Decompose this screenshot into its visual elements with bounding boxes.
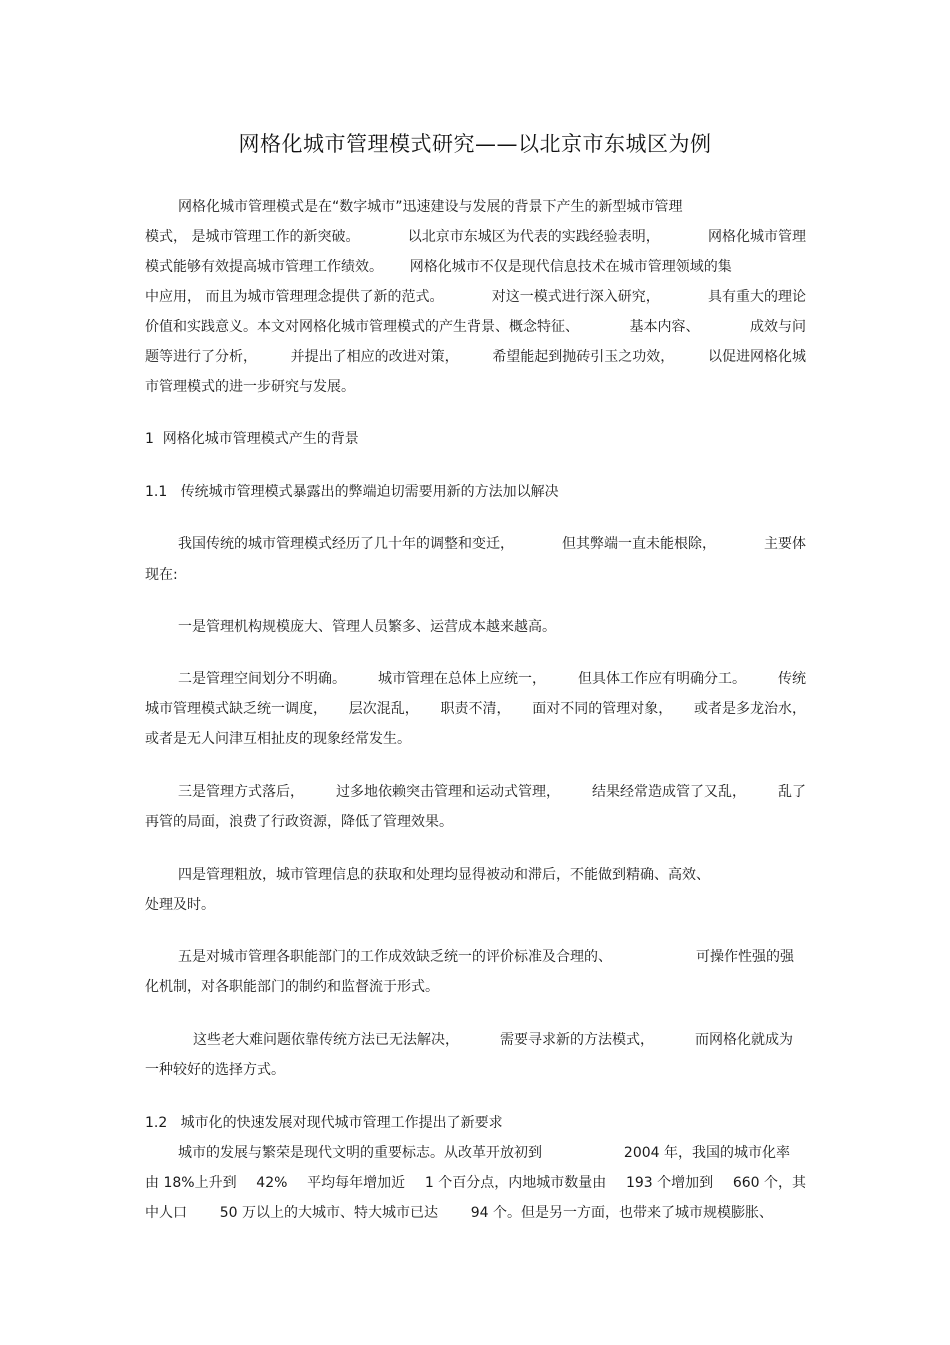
paragraph-7-line-2: 一种较好的选择方式。 bbox=[145, 1062, 285, 1078]
text-segment: 42% bbox=[256, 1175, 288, 1191]
text-segment: 1 个百分点，内地城市数量由 bbox=[424, 1175, 607, 1191]
text-segment: 城市的发展与繁荣是现代文明的重要标志。从改革开放初到 bbox=[178, 1145, 542, 1161]
abstract-line-1: 网格化城市管理模式是在“数字城市”迅速建设与发展的背景下产生的新型城市管理 bbox=[178, 199, 683, 215]
text-segment: 50 万以上的大城市、特大城市已达 bbox=[219, 1205, 438, 1221]
text-segment: 五是对城市管理各职能部门的工作成效缺乏统一的评价标准及合理的、 bbox=[178, 949, 612, 965]
text-segment: 2004 年，我国的城市化率 bbox=[623, 1145, 790, 1161]
section-heading-1-2: 1.2 城市化的快速发展对现代城市管理工作提出了新要求 bbox=[145, 1115, 503, 1131]
text-segment: 职责不清， bbox=[440, 701, 511, 717]
text-segment: 由 18%上升到 bbox=[145, 1175, 237, 1191]
paragraph-6-line-2: 化机制，对各职能部门的制约和监督流于形式。 bbox=[145, 979, 439, 995]
abstract-line-3: 模式能够有效提高城市管理工作绩效。 网格化城市不仅是现代信息技术在城市管理领域的集 bbox=[145, 259, 732, 275]
paragraph-7-line-1 bbox=[193, 1031, 793, 1049]
text-segment: 我国传统的城市管理模式经历了几十年的调整和变迁， bbox=[178, 536, 514, 552]
text-segment: 层次混乱， bbox=[348, 701, 419, 717]
paragraph-4-line-1 bbox=[178, 783, 806, 801]
text-segment: 城市管理模式缺乏统一调度， bbox=[145, 701, 327, 717]
text-segment: 价值和实践意义。本文对网格化城市管理模式的产生背景、概念特征、 bbox=[145, 319, 579, 335]
text-segment: 主要体 bbox=[764, 536, 806, 552]
abstract-line-7: 市管理模式的进一步研究与发展。 bbox=[145, 379, 355, 395]
text-segment: 模式， 是城市管理工作的新突破。 bbox=[145, 229, 360, 245]
text-segment: 但具体工作应有明确分工。 bbox=[578, 671, 746, 687]
abstract-line-6 bbox=[145, 348, 806, 366]
section-heading-1-1: 1.1 传统城市管理模式暴露出的弊端迫切需要用新的方法加以解决 bbox=[145, 484, 559, 500]
text-segment: 三是管理方式落后， bbox=[178, 784, 304, 800]
text-segment: 对这一模式进行深入研究， bbox=[491, 289, 660, 305]
text-segment: 以促进网格化城 bbox=[707, 349, 806, 365]
abstract-line-4 bbox=[145, 288, 806, 306]
text-segment: 二是管理空间划分不明确。 bbox=[178, 671, 346, 687]
text-segment: 城市管理在总体上应统一， bbox=[378, 671, 546, 687]
document-title: 网格化城市管理模式研究——以北京市东城区为例 bbox=[238, 132, 712, 156]
paragraph-8-line-2 bbox=[145, 1174, 806, 1192]
text-segment: 660 个，其 bbox=[732, 1175, 806, 1191]
paragraph-3-line-3: 或者是无人问津互相扯皮的现象经常发生。 bbox=[145, 731, 411, 747]
text-segment: 94 个。但是另一方面，也带来了城市规模膨胀、 bbox=[470, 1205, 773, 1221]
text-segment: 中应用， 而且为城市管理理念提供了新的范式。 bbox=[145, 289, 444, 305]
abstract-line-2 bbox=[145, 228, 806, 246]
paragraph-5-line-2: 处理及时。 bbox=[145, 897, 215, 913]
paragraph-6-line-1 bbox=[178, 948, 794, 966]
paragraph-4-line-2: 再管的局面，浪费了行政资源，降低了管理效果。 bbox=[145, 814, 453, 830]
paragraph-1-line-1 bbox=[178, 535, 806, 553]
text-segment: 中人口 bbox=[145, 1205, 187, 1221]
text-segment: 基本内容、 bbox=[629, 319, 700, 335]
text-segment: 以北京市东城区为代表的实践经验表明， bbox=[407, 229, 660, 245]
text-segment: 需要寻求新的方法模式， bbox=[500, 1032, 654, 1048]
text-segment: 网格化城市管理 bbox=[707, 229, 806, 245]
text-segment: 这些老大难问题依靠传统方法已无法解决， bbox=[193, 1032, 459, 1048]
paragraph-8-line-1 bbox=[178, 1144, 790, 1162]
text-segment: 成效与问 bbox=[750, 319, 806, 335]
text-segment: 面对不同的管理对象， bbox=[532, 701, 673, 717]
text-segment: 可操作性强的强 bbox=[696, 949, 794, 965]
text-segment: 但其弊端一直未能根除， bbox=[562, 536, 716, 552]
text-segment: 题等进行了分析， bbox=[145, 349, 257, 365]
text-segment: 并提出了相应的改进对策， bbox=[290, 349, 459, 365]
abstract-line-5 bbox=[145, 318, 806, 336]
text-segment: 结果经常造成管了又乱， bbox=[592, 784, 746, 800]
text-segment: 平均每年增加近 bbox=[307, 1175, 406, 1191]
text-segment: 而网格化就成为 bbox=[695, 1032, 793, 1048]
paragraph-2: 一是管理机构规模庞大、管理人员繁多、运营成本越来越高。 bbox=[178, 619, 556, 635]
paragraph-3-line-2 bbox=[145, 700, 806, 718]
paragraph-1-line-2: 现在: bbox=[145, 567, 178, 583]
text-segment: 具有重大的理论 bbox=[707, 289, 806, 305]
text-segment: 传统 bbox=[778, 671, 806, 687]
text-segment: 乱了 bbox=[778, 784, 806, 800]
text-segment: 过多地依赖突击管理和运动式管理， bbox=[336, 784, 560, 800]
paragraph-8-line-3 bbox=[145, 1204, 773, 1222]
text-segment: 193 个增加到 bbox=[625, 1175, 714, 1191]
section-heading-1: 1 网格化城市管理模式产生的背景 bbox=[145, 431, 359, 447]
text-segment: 或者是多龙治水， bbox=[694, 701, 806, 717]
paragraph-5-line-1: 四是管理粗放，城市管理信息的获取和处理均显得被动和滞后，不能做到精确、高效、 bbox=[178, 867, 710, 883]
paragraph-3-line-1 bbox=[178, 670, 806, 688]
text-segment: 希望能起到抛砖引玉之功效， bbox=[492, 349, 675, 365]
